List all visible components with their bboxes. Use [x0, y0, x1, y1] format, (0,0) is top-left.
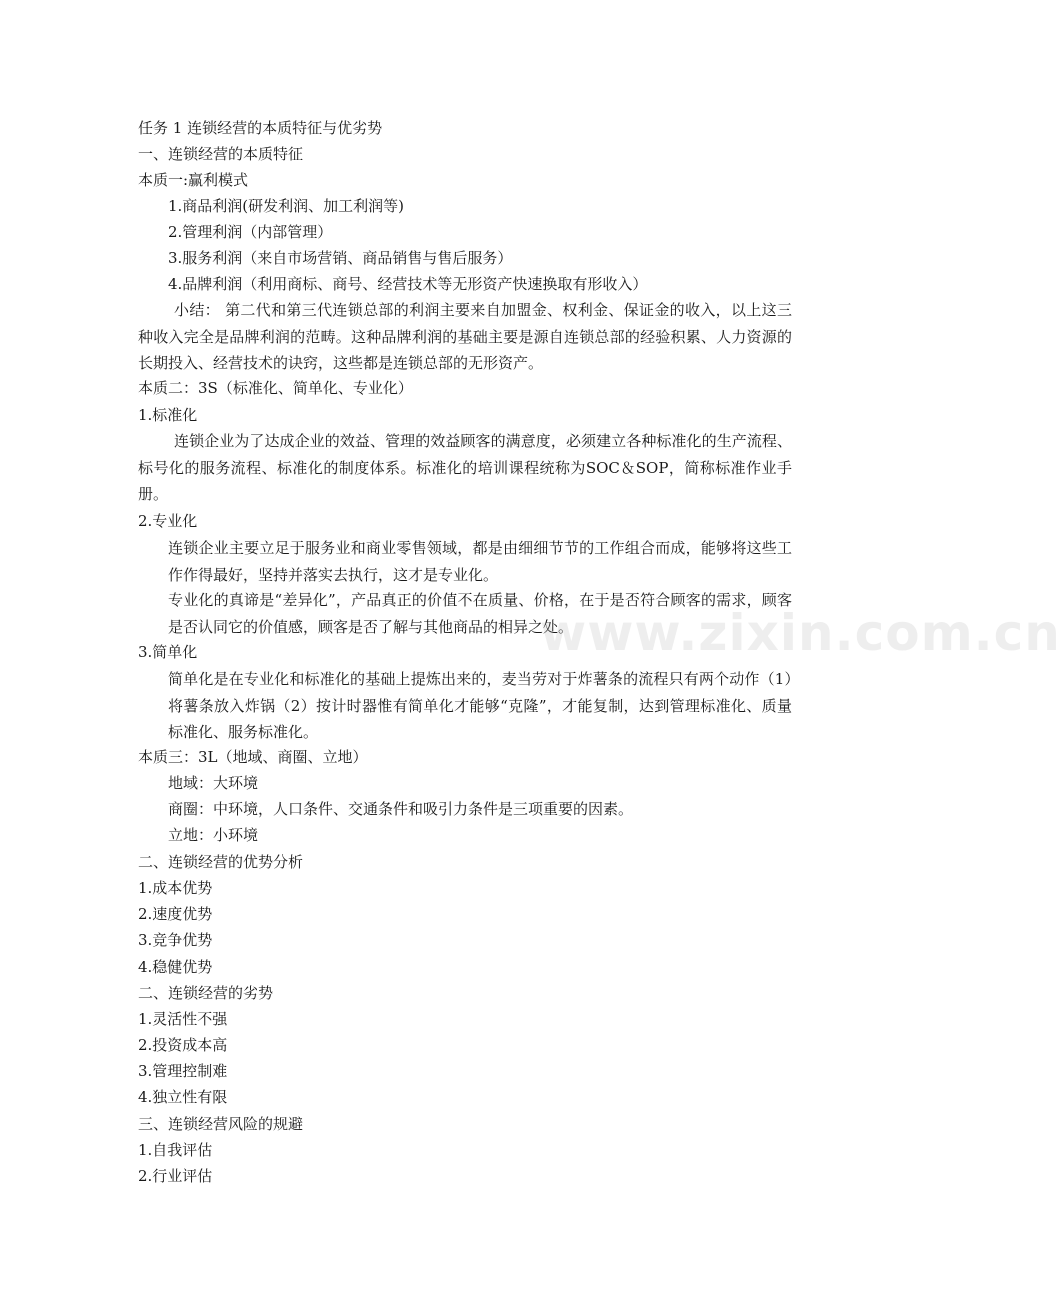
- specialization-paragraph-2: 专业化的真谛是“差异化”，产品真正的价值不在质量、价格，在于是否符合顾客的需求，顾客是否认同它的价值感，顾客是否了解与其他商品的相异之处。: [168, 591, 792, 636]
- summary-paragraph: 小结： 第二代和第三代连锁总部的利润主要来自加盟金、权利金、保证金的收入，以上这三种收入完全是品牌利润的范畴。这种品牌利润的基础主要是源自连锁总部的经验积累、人力资源的长期投入、经营技术的诀窍，这些都是连锁总部的无形资产。: [138, 301, 792, 372]
- list-item: 3.服务利润（来自市场营销、商品销售与售后服务）: [168, 249, 513, 267]
- section-heading-3: 二、连锁经营的劣势: [138, 984, 274, 1002]
- list-item: 3.竞争优势: [138, 931, 213, 949]
- list-item: 2.投资成本高: [138, 1036, 228, 1054]
- essence-2-heading: 本质二：3S（标准化、简单化、专业化）: [138, 379, 413, 397]
- list-item: 4.稳健优势: [138, 958, 213, 976]
- standardization-heading: 1.标准化: [138, 406, 198, 424]
- section-heading-2: 二、连锁经营的优势分析: [138, 853, 304, 871]
- essence-1-heading: 本质一:赢利模式: [138, 171, 249, 189]
- list-item: 1.商品利润(研发利润、加工利润等): [168, 197, 405, 215]
- list-item: 地域：大环境: [168, 774, 259, 792]
- list-item: 2.行业评估: [138, 1167, 213, 1185]
- section-heading-1: 一、连锁经营的本质特征: [138, 145, 304, 163]
- list-item: 2.管理利润（内部管理）: [168, 223, 333, 241]
- list-item: 1.成本优势: [138, 879, 213, 897]
- essence-3-heading: 本质三：3L（地域、商圈、立地）: [138, 748, 368, 766]
- list-item: 立地：小环境: [168, 826, 259, 844]
- list-item: 4.独立性有限: [138, 1088, 228, 1106]
- list-item: 2.速度优势: [138, 905, 213, 923]
- specialization-paragraph-1: 连锁企业主要立足于服务业和商业零售领域，都是由细细节节的工作组合而成，能够将这些工作作得最好，坚持并落实去执行，这才是专业化。: [168, 539, 792, 584]
- standardization-paragraph: 连锁企业为了达成企业的效益、管理的效益顾客的满意度，必须建立各种标准化的生产流程、标号化的服务流程、标准化的制度体系。标准化的培训课程统称为SOC＆SOP，简称标准作业手册。: [138, 432, 792, 503]
- document-title: 任务 1 连锁经营的本质特征与优劣势: [138, 119, 383, 137]
- list-item: 1.灵活性不强: [138, 1010, 228, 1028]
- specialization-heading: 2.专业化: [138, 512, 198, 530]
- list-item: 4.品牌利润（利用商标、商号、经营技术等无形资产快速换取有形收入）: [168, 275, 648, 293]
- list-item: 1.自我评估: [138, 1141, 213, 1159]
- watermark: www.zixin.com.cn: [540, 604, 1061, 662]
- simplification-paragraph: 简单化是在专业化和标准化的基础上提炼出来的，麦当劳对于炸薯条的流程只有两个动作（1）将薯条放入炸锅（2）按计时器惟有简单化才能够“克隆”，才能复制，达到管理标准化、质量标准化、服务标准化。: [168, 670, 792, 741]
- list-item: 3.管理控制难: [138, 1062, 228, 1080]
- section-heading-4: 三、连锁经营风险的规避: [138, 1115, 304, 1133]
- list-item: 商圈：中环境，人口条件、交通条件和吸引力条件是三项重要的因素。: [168, 800, 634, 818]
- simplification-heading: 3.简单化: [138, 643, 198, 661]
